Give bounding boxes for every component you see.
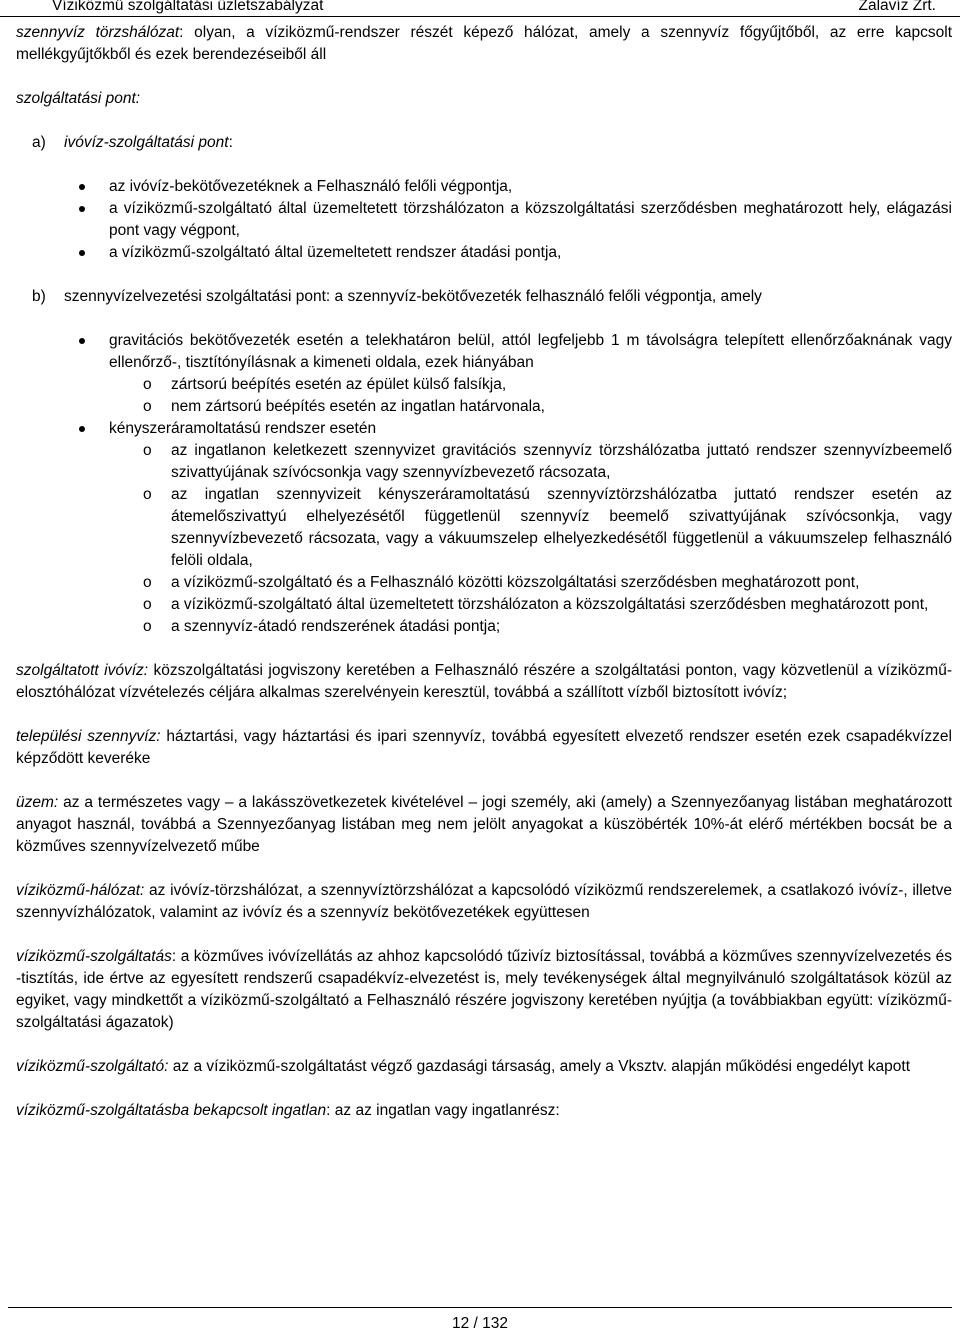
bullet-list bbox=[16, 330, 952, 638]
bullet-icon bbox=[79, 338, 85, 344]
list-item: az ivóvíz-bekötővezetéknek a Felhasználó felőli végpontja, bbox=[16, 176, 952, 198]
circle-bullet-icon: o bbox=[143, 618, 152, 635]
document-body bbox=[16, 22, 952, 1122]
sub-list-item: o a szennyvíz-átadó rendszerének átadási pontja; bbox=[16, 616, 952, 638]
sub-list-item: o az ingatlan szennyvizeit kényszeráramoltatású szennyvíztörzshálózatba juttató rendszer esetén az átemelőszivattyú elhelyezésétől függetlenül szennyvíz beemelő szivattyújának szívócsonkja, vagy szennyvízbevezető rácsozata, vagy a vákuumszelep elhelyezkedésétől függetlenül a vákuumszelep felhasználó felöli oldala, bbox=[143, 486, 952, 569]
bullet-icon bbox=[79, 250, 85, 256]
definition-term: víziközmű-szolgáltatásba bekapcsolt ingatlan bbox=[16, 1102, 327, 1119]
bullet-icon bbox=[79, 184, 85, 190]
definition-term: települési szennyvíz: bbox=[16, 728, 161, 745]
circle-bullet-icon: o bbox=[143, 574, 152, 591]
list-item: a víziközmű-szolgáltató által üzemeltetett rendszer átadási pontja, bbox=[16, 242, 952, 264]
definition-term: szolgáltatott ivóvíz: bbox=[16, 662, 149, 679]
definition-term: víziközmű-hálózat: bbox=[16, 882, 145, 899]
definition-term: ivóvíz-szolgáltatási pont bbox=[64, 134, 229, 151]
bullet-icon bbox=[79, 426, 85, 432]
definition-paragraph: települési szennyvíz: háztartási, vagy háztartási és ipari szennyvíz, továbbá egyesített elvezető rendszer esetén ezek csapadékvízzel képződött keveréke bbox=[16, 728, 952, 767]
sub-list-item: o nem zártsorú beépítés esetén az ingatlan határvonala, bbox=[16, 396, 952, 418]
sublist-b: b) szennyvízelvezetési szolgáltatási pont: a szennyvíz-bekötővezeték felhasználó felőli végpontja, amely bbox=[16, 286, 952, 308]
sublist-a: a) ivóvíz-szolgáltatási pont: bbox=[16, 132, 952, 154]
header-title: Víziközmű szolgáltatási üzletszabályzat bbox=[52, 0, 324, 14]
sub-list bbox=[109, 440, 952, 638]
definition-paragraph bbox=[16, 22, 952, 66]
sub-list-item: o a víziközmű-szolgáltató és a Felhasználó közötti közszolgáltatási szerződésben meghatározott pont, bbox=[16, 572, 952, 594]
page-number: 12 / 132 bbox=[451, 1315, 509, 1332]
sub-list-item: o zártsorú beépítés esetén az épület külső falsíkja, bbox=[16, 374, 952, 396]
definition-term: víziközmű-szolgáltatás bbox=[16, 948, 172, 965]
list-item: kényszeráramoltatású rendszer esetén o az ingatlanon keletkezett szennyvizet gravitációs szennyvíz törzshálózatba juttató rendszer szennyvízbeemelő szivattyújának szívócsonkja vagy szennyvízbevezető rácsozata, o az ingatlan szennyvizeit kényszeráramoltatású szennyvíztörzshálózatba juttató rendszer esetén az átemelőszivattyú elhelyezésétől függetlenül szennyvíz beemelő szivattyújának szívócsonkja, vagy szennyvízbevezető rácsozata, vagy a vákuumszelep elhelyezkedésétől függetlenül a vákuumszelep felhasználó felöli oldala, o a víziközmű-szolgáltató és a Felhasználó közötti közszolgáltatási szerződésben meghatározott pont, o a víziközmű-szolgáltató által üzemeltetett törzshálózaton a közszolgáltatási szerződésben meghatározott pont, o a szennyvíz-átadó rendszerének átadási pontja; bbox=[16, 418, 952, 638]
footer-divider bbox=[8, 1307, 952, 1308]
bullet-icon bbox=[79, 206, 85, 212]
definition-paragraph: víziközmű-szolgáltatás: a közműves ivóvízellátás az ahhoz kapcsolódó tűzivíz biztosítással, továbbá a közműves szennyvízelvezetés és -tisztítás, ide értve az egyesített rendszerű csapadékvíz-elvezetést is, mely tevékenységek által megnyilvánuló szolgáltatások közül az egyiket, vagy mindkettőt a víziközmű-szolgáltató a Felhasználó részére jogviszony keretében nyújtja (a továbbiakban együtt: víziközmű-szolgáltatási ágazatok) bbox=[16, 948, 952, 1031]
definition-text: : olyan, a víziközmű-rendszer részét képező hálózat, amely a szennyvíz főgyűjtőből, az erre kapcsolt mellékgyűjtőkből és ezek berendezéseiből áll bbox=[16, 24, 953, 63]
list-item: a víziközmű-szolgáltató által üzemeltetett törzshálózaton a közszolgáltatási szerződésben meghatározott hely, elágazási pont vagy végpont, bbox=[16, 198, 952, 242]
sub-list-item: o az ingatlanon keletkezett szennyvizet gravitációs szennyvíz törzshálózatba juttató rendszer szennyvízbeemelő szivattyújának szívócsonkja vagy szennyvízbevezető rácsozata, bbox=[143, 442, 952, 481]
definition-paragraph: víziközmű-hálózat: az ivóvíz-törzshálózat, a szennyvíztörzshálózat a kapcsolódó víziközmű rendszerelemek, a csatlakozó ivóvíz-, illetve szennyvízhálózatok, valamint az ivóvíz és a szennyvíz bekötővezetékek együttesen bbox=[16, 882, 952, 921]
definition-paragraph: víziközmű-szolgáltató: az a víziközmű-szolgáltatást végző gazdasági társaság, amely a Vksztv. alapján működési engedélyt kapott bbox=[16, 1058, 911, 1075]
definition-term: szolgáltatási pont: bbox=[16, 90, 141, 107]
definition-paragraph: szolgáltatott ivóvíz: közszolgáltatási jogviszony keretében a Felhasználó részére a szolgáltatási ponton, vagy közvetlenül a víziközmű-elosztóhálózat vízvételezés céljára alkalmas szerelvényein keresztül, továbbá a szállított vízből biztosított ivóvíz; bbox=[16, 662, 952, 701]
page-header bbox=[0, 0, 960, 17]
list-item: gravitációs bekötővezeték esetén a telekhatáron belül, attól legfeljebb 1 m távolságra telepített ellenőrzőaknának vagy ellenőrző-, tisztítónyílásnak a kimeneti oldala, ezek hiányában o zártsorú beépítés esetén az épület külső falsíkja, o nem zártsorú beépítés esetén az ingatlan határvonala, bbox=[16, 330, 952, 418]
definition-term: üzem: bbox=[16, 794, 59, 811]
sub-list bbox=[109, 374, 952, 418]
circle-bullet-icon: o bbox=[143, 398, 152, 415]
definition-paragraph bbox=[16, 88, 952, 110]
bullet-list bbox=[16, 176, 952, 264]
header-company: Zalavíz Zrt. bbox=[858, 0, 936, 14]
list-label: b) bbox=[32, 288, 46, 305]
circle-bullet-icon: o bbox=[143, 486, 152, 503]
circle-bullet-icon: o bbox=[143, 376, 152, 393]
definition-term: szennyvíz törzshálózat bbox=[16, 24, 180, 41]
definition-term: víziközmű-szolgáltató: bbox=[16, 1058, 169, 1075]
circle-bullet-icon: o bbox=[143, 596, 152, 613]
circle-bullet-icon: o bbox=[143, 442, 152, 459]
definition-paragraph: víziközmű-szolgáltatásba bekapcsolt ingatlan: az az ingatlan vagy ingatlanrész: bbox=[16, 1102, 560, 1119]
definition-paragraph: üzem: az a természetes vagy – a lakásszövetkezetek kivételével – jogi személy, aki (amely) a Szennyezőanyag listában meghatározott anyagot használ, továbbá a Szennyezőanyag listában meg nem jelölt anyagokat a küszöbérték 10%-át elérő mértékben bocsát be a közműves szennyvízelvezető műbe bbox=[16, 794, 952, 855]
list-label: a) bbox=[32, 134, 46, 151]
sub-list-item: o a víziközmű-szolgáltató által üzemeltetett törzshálózaton a közszolgáltatási szerződésben meghatározott pont, bbox=[16, 594, 952, 616]
